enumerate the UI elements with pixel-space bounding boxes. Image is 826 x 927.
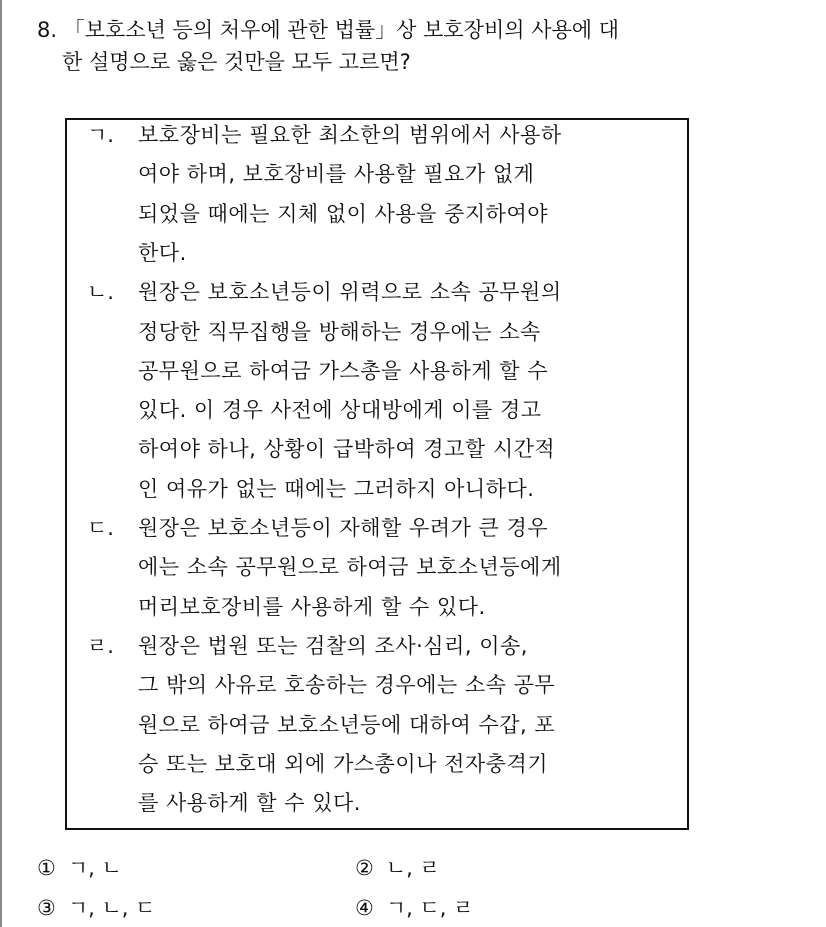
option-4[interactable] bbox=[355, 892, 473, 922]
option-number: ④ bbox=[355, 896, 374, 920]
question-text: 「보호소년 등의 처우에 관한 법률」상 보호장비의 사용에 대 bbox=[63, 18, 620, 42]
statement-text: 에는 소속 공무원으로 하여금 보호소년등에게 bbox=[138, 555, 562, 580]
statement-text: 그 밖의 사유로 호송하는 경우에는 소속 공무 bbox=[138, 673, 556, 698]
option-number: ① bbox=[37, 856, 56, 880]
statement-label: ㄹ. bbox=[87, 633, 114, 658]
option-number: ② bbox=[355, 856, 374, 880]
statement-text: 되었을 때에는 지체 없이 사용을 중지하여야 bbox=[138, 201, 549, 226]
option-3[interactable] bbox=[37, 892, 155, 922]
statement-text: 공무원으로 하여금 가스총을 사용하게 할 수 bbox=[138, 358, 549, 383]
option-1[interactable] bbox=[37, 852, 122, 882]
statement-text: 보호장비는 필요한 최소한의 범위에서 사용하 bbox=[138, 123, 562, 147]
statement-text: 있다. 이 경우 사전에 상대방에게 이를 경고 bbox=[138, 398, 542, 423]
statement-text: 를 사용하게 할 수 있다. bbox=[138, 791, 361, 816]
option-text: ㄱ, ㄷ, ㄹ bbox=[385, 896, 474, 920]
page-left-border bbox=[0, 0, 2, 927]
statement-text: 하여야 하나, 상황이 급박하여 경고할 시간적 bbox=[138, 437, 556, 462]
statements-box bbox=[65, 118, 689, 830]
question-number: 8. bbox=[37, 18, 58, 42]
statement-label: ㄷ. bbox=[87, 516, 114, 540]
statement-label: ㄱ. bbox=[87, 123, 114, 147]
option-text: ㄱ, ㄴ, ㄷ bbox=[67, 896, 156, 920]
statement-text: 인 여유가 없는 때에는 그러하지 아니하다. bbox=[138, 476, 535, 501]
statement-text: 원장은 보호소년등이 자해할 우려가 큰 경우 bbox=[138, 516, 549, 540]
statement-text: 원으로 하여금 보호소년등에 대하여 수갑, 포 bbox=[138, 712, 556, 737]
statement-text: 여야 하며, 보호장비를 사용할 필요가 없게 bbox=[138, 162, 535, 187]
option-2[interactable] bbox=[355, 852, 440, 882]
statement-text: 원장은 보호소년등이 위력으로 소속 공무원의 bbox=[138, 280, 562, 305]
statement-text: 원장은 법원 또는 검찰의 조사·심리, 이송, bbox=[138, 633, 528, 658]
statement-text: 승 또는 보호대 외에 가스총이나 전자충격기 bbox=[138, 751, 549, 776]
question-line-2: 한 설명으로 옳은 것만을 모두 고르면? bbox=[62, 50, 411, 74]
statement-text: 정당한 직무집행을 방해하는 경우에는 소속 bbox=[138, 319, 541, 344]
option-text: ㄴ, ㄹ bbox=[385, 856, 440, 880]
option-number: ③ bbox=[37, 896, 56, 920]
statement-text: 머리보호장비를 사용하게 할 수 있다. bbox=[138, 594, 486, 619]
option-text: ㄱ, ㄴ bbox=[67, 856, 122, 880]
statement-label: ㄴ. bbox=[87, 280, 114, 305]
question-line-1 bbox=[37, 14, 619, 46]
statement-text: 한다. bbox=[138, 240, 187, 265]
